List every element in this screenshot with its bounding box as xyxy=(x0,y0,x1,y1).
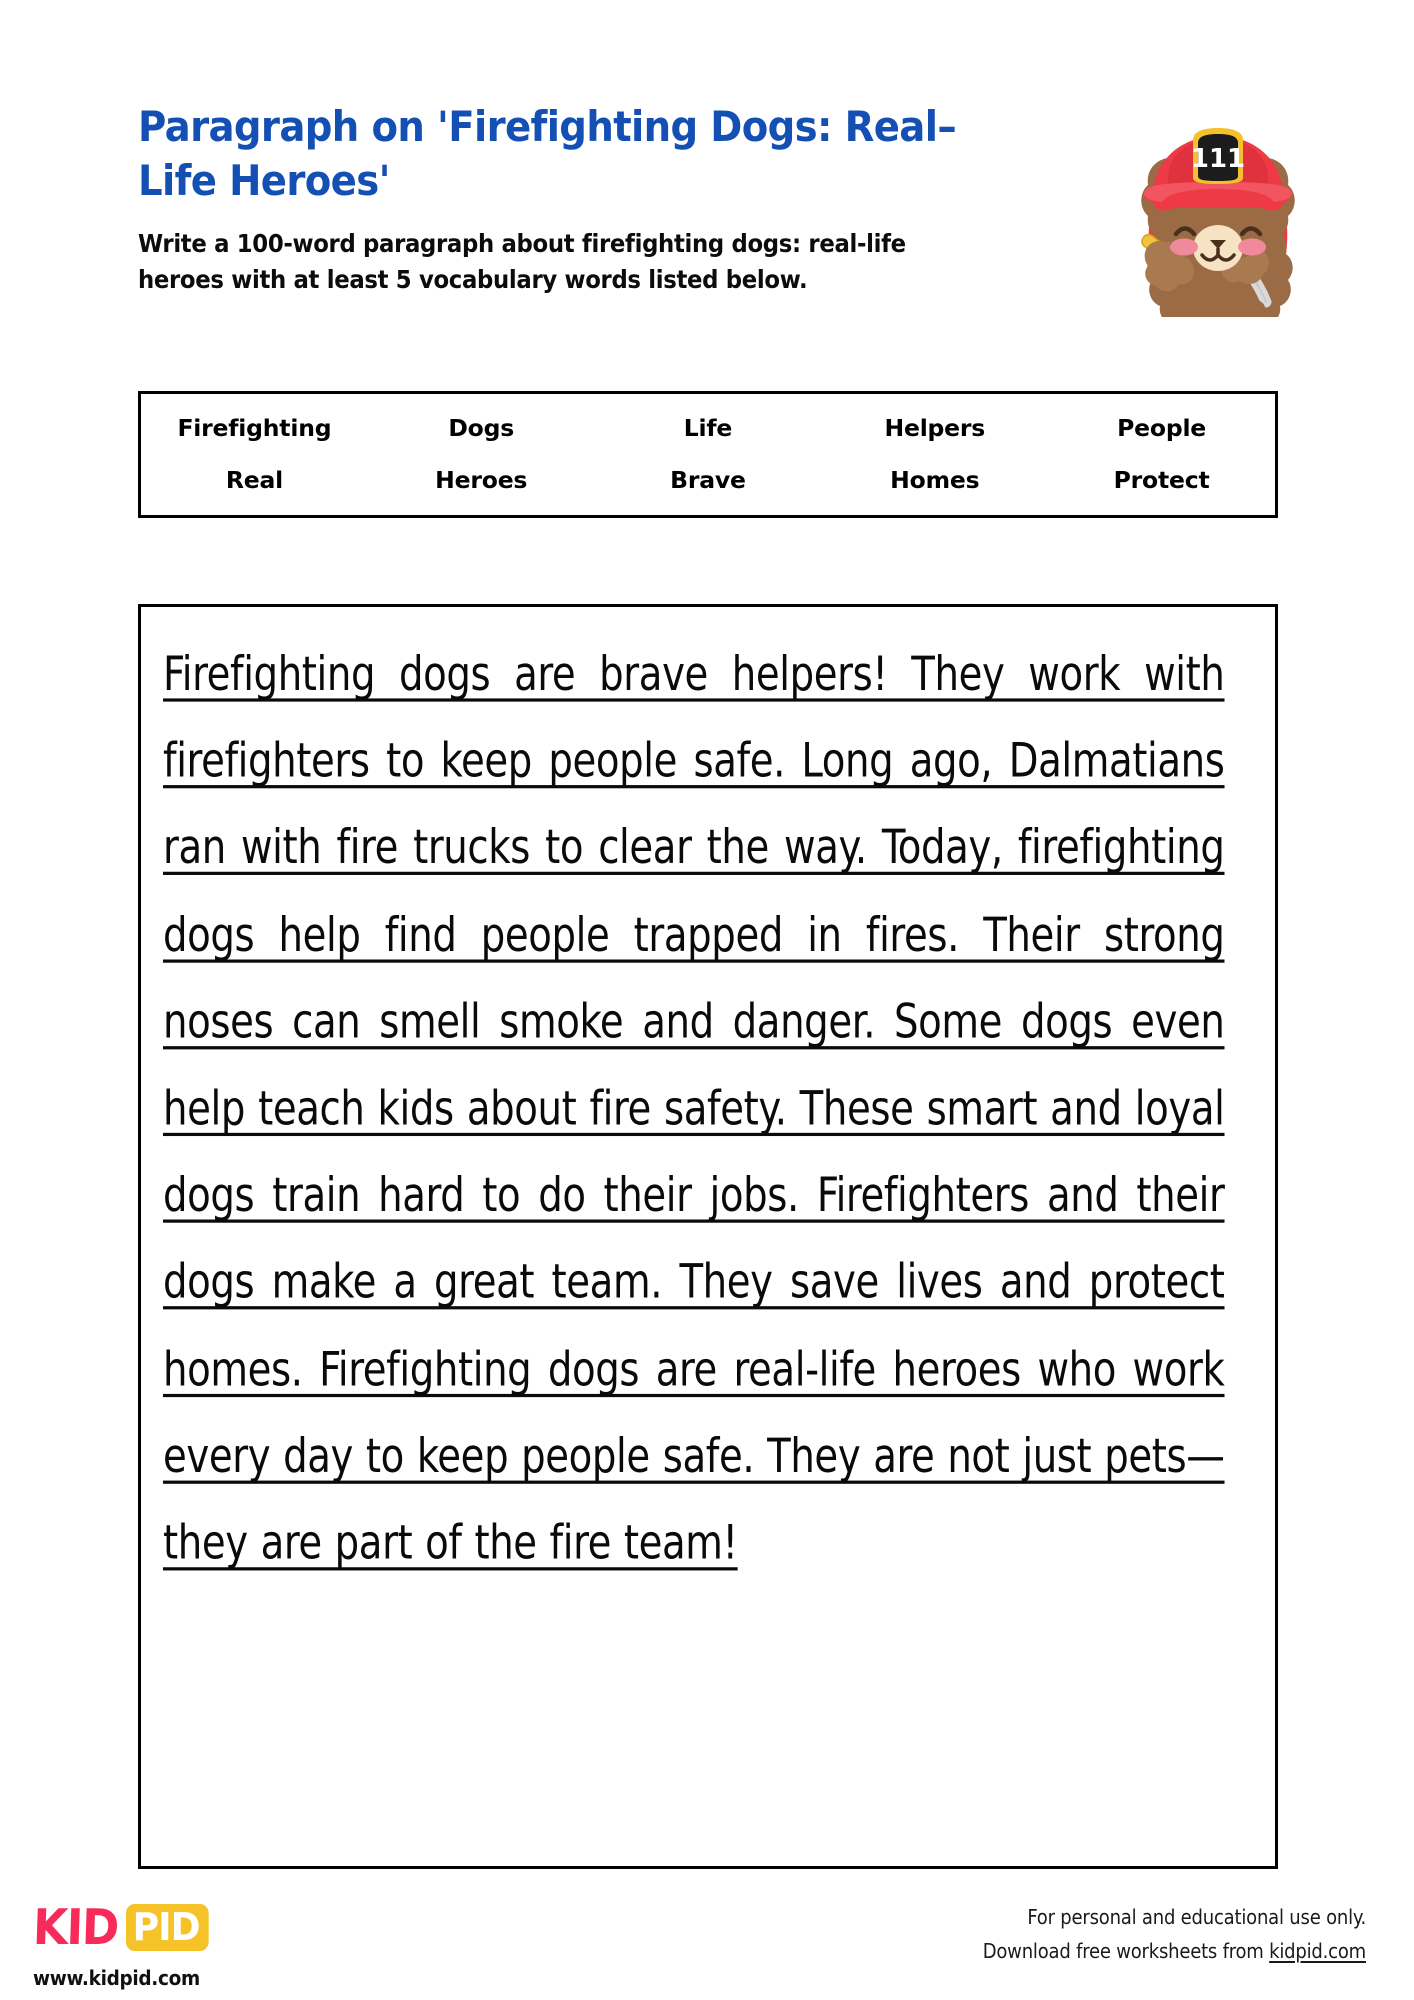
worksheet-instruction: Write a 100-word paragraph about firefighting dogs: real-life heroes with at least 5 vocabulary words listed below. xyxy=(138,228,906,295)
vocabulary-word: Life xyxy=(683,413,733,442)
vocabulary-row xyxy=(141,402,1275,454)
vocabulary-word: Homes xyxy=(890,465,980,494)
page-title: Paragraph on 'Firefighting Dogs: Real–Life Heroes' xyxy=(138,102,957,205)
vocabulary-word: Helpers xyxy=(884,413,986,442)
answer-paragraph-text[interactable]: Firefighting dogs are brave helpers! They work with firefighters to keep people safe. Long ago, Dalmatians ran with fire trucks to clear the way. Today, firefighting dogs help find people trapped in fires. Their strong noses can smell smoke and danger. Some dogs even help teach kids about fire safety. These smart and loyal dogs train hard to do their jobs. Firefighters and their dogs make a great team. They save lives and protect homes. Firefighting dogs are real-life heroes who work every day to keep people safe. They are not just pets—they are part of the fire team! xyxy=(163,647,1225,1571)
vocabulary-word-bank xyxy=(138,391,1278,518)
firefighter-dog-mascot xyxy=(1098,92,1338,317)
cheek-left-shape xyxy=(1170,239,1198,256)
logo-pid-text: PID xyxy=(126,1904,208,1951)
vocabulary-word: Brave xyxy=(670,465,746,494)
logo-website-url: www.kidpid.com xyxy=(33,1966,200,1990)
footer-notice xyxy=(983,1900,1366,1969)
cheek-right-shape xyxy=(1238,239,1266,256)
footer-notice-line2 xyxy=(983,1934,1366,1968)
logo-kid-text: KID xyxy=(32,1898,119,1956)
footer-notice-line1: For personal and educational use only. xyxy=(1027,1905,1366,1929)
vocabulary-word: Real xyxy=(225,465,283,494)
vocabulary-word: People xyxy=(1117,413,1207,442)
answer-box[interactable] xyxy=(138,604,1278,1869)
vocabulary-word: Heroes xyxy=(435,465,528,494)
kidpid-logo[interactable] xyxy=(33,1898,213,1990)
kidpid-link[interactable]: kidpid.com xyxy=(1269,1939,1366,1964)
vocabulary-word: Dogs xyxy=(448,413,515,442)
vocabulary-row xyxy=(141,454,1275,506)
page-footer xyxy=(0,1890,1414,2000)
footer-notice-prefix: Download free worksheets from xyxy=(982,1939,1270,1964)
helmet-shape xyxy=(1144,128,1292,211)
vocabulary-word: Firefighting xyxy=(177,413,332,442)
vocabulary-word: Protect xyxy=(1113,465,1210,494)
helmet-badge-number: 111 xyxy=(1190,144,1246,174)
